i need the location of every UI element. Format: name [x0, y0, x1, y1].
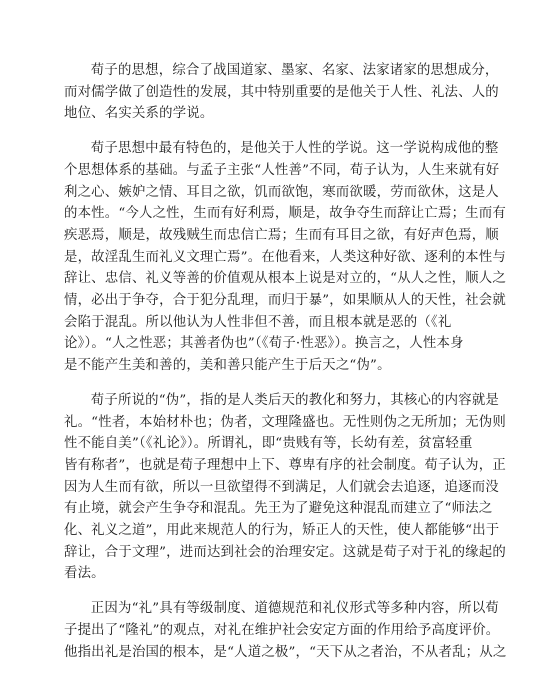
text-line: 他指出礼是治国的根本，是“人道之极”，“天下从之者治，不从者乱；从之: [64, 644, 507, 660]
text-line: 有止境，就会产生争夺和混乱。先王为了避免这种混乱而建立了“师法之: [64, 501, 493, 517]
text-line: 利之心、嫉妒之情、耳目之欲，饥而欲饱，寒而欲暖，劳而欲休，这是人: [64, 184, 499, 200]
text-line: 疾恶焉，顺是，故残贼生而忠信亡焉；生而有耳目之欲，有好声色焉，顺: [64, 227, 499, 243]
text-line: 论》）。“人之性恶；其善者伪也”（《荀子·性恶》）。换言之，人性本身: [64, 336, 464, 352]
text-line: 会陷于混乱。所以他认为人性非但不善，而且根本就是恶的（《礼: [64, 314, 452, 330]
text-line: 正因为“礼”具有等级制度、道德规范和礼仪形式等多种内容，所以荀: [90, 601, 500, 617]
text-line: 化、礼义之道”，用此来规范人的行为，矫正人的天性，使人都能够“出于: [64, 523, 500, 539]
text-line: 是不能产生美和善的，美和善只能产生于后天之“伪”。: [64, 358, 391, 374]
text-line: 而对儒学做了创造性的发展，其中特别重要的是他关于人性、礼法、人的: [64, 84, 499, 100]
text-line: 性不能自美”（《礼论》）。所谓礼，即“贵贱有等，长幼有差，贫富轻重: [64, 436, 473, 452]
text-line: 荀子思想中最有特色的，是他关于人性的学说。这一学说构成他的整: [90, 141, 499, 157]
text-line: 个思想体系的基础。与孟子主张“人性善”不同，荀子认为，人生来就有好: [64, 162, 500, 178]
text-line: 看法。: [64, 566, 105, 582]
paragraph-human-nature: [64, 138, 506, 377]
text-line: 荀子所说的“伪”，指的是人类后天的教化和努力，其核心的内容就是: [90, 392, 500, 408]
text-line: 皆有称者”，也就是荀子理想中上下、尊卑有序的社会制度。荀子认为，正: [64, 457, 506, 473]
text-line: 情，必出于争夺，合于犯分乱理，而归于暴”，如果顺从人的天性，社会就: [64, 293, 506, 309]
text-line: 辞让，合于文理”，进而达到社会的治理安定。这就是荀子对于礼的缘起的: [64, 544, 506, 560]
text-line: 荀子的思想，综合了战国道家、墨家、名家、法家诸家的思想成分，: [90, 63, 499, 78]
text-line: 辞让、忠信、礼义等善的价值观从根本上说是对立的，“从人之性，顺人之: [64, 271, 506, 287]
text-line: 是，故淫乱生而礼义文理亡焉”。在他看来，人类这种好欲、逐利的本性与: [64, 249, 506, 265]
paragraph-artifice: [64, 390, 506, 585]
text-line: 地位、名实关系的学说。: [64, 106, 214, 122]
text-line: 子提出了“隆礼”的观点，对礼在维护社会安定方面的作用给予高度评价。: [64, 622, 500, 638]
text-line: 礼。“性者，本始材朴也；伪者，文理隆盛也。无性则伪之无所加；无伪则: [64, 414, 506, 430]
paragraph-intro: [64, 60, 499, 125]
text-line: 的本性。“今人之性，生而有好利焉，顺是，故争夺生而辞让亡焉；生而有: [64, 206, 506, 222]
text-line: 因为人生而有欲，所以一旦欲望得不到满足，人们就会去追逐，追逐而没: [64, 479, 499, 495]
paragraph-ritual: [64, 598, 507, 663]
body-text: [64, 60, 507, 676]
